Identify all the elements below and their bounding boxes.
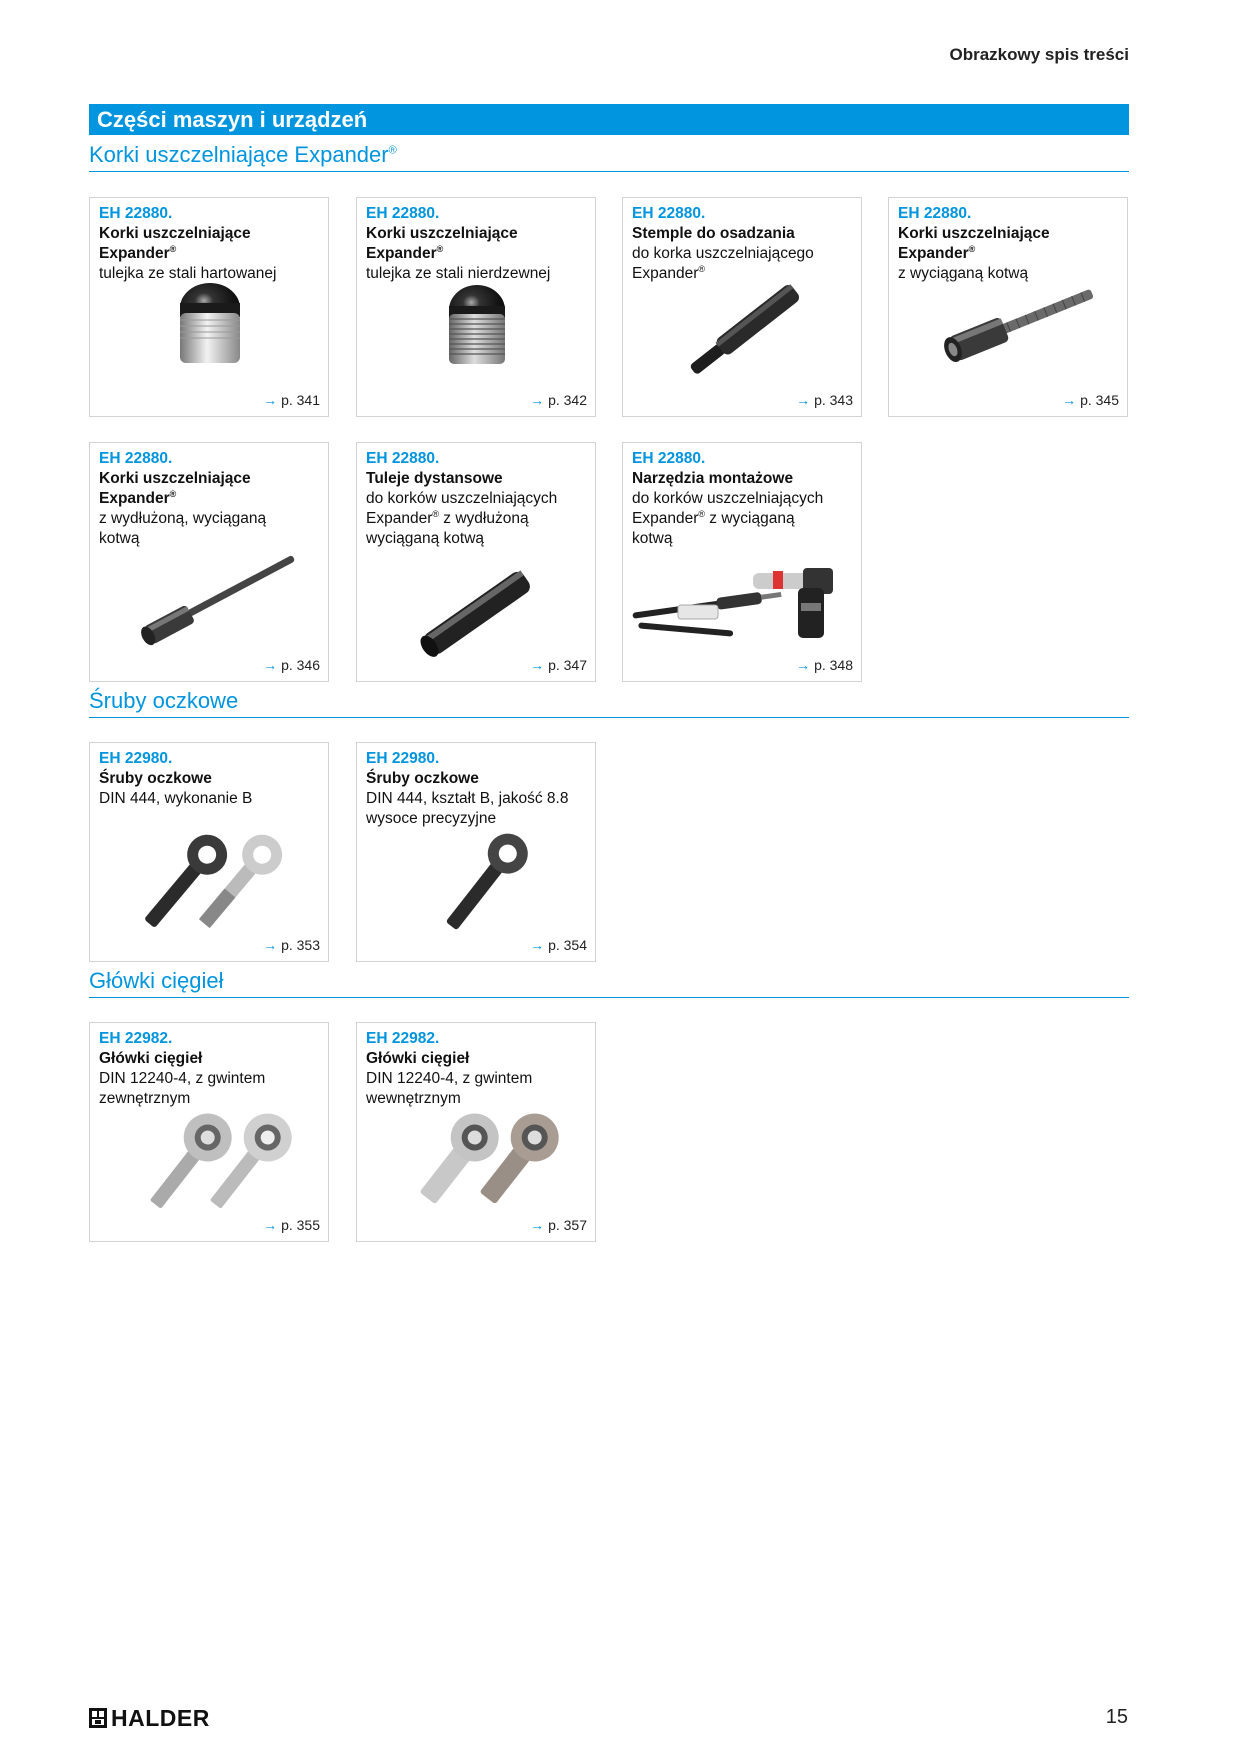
product-description: z wydłużoną, wyciąganą <box>99 510 267 527</box>
arrow-right-icon: → <box>263 392 278 408</box>
product-code: EH 22880. <box>632 450 706 467</box>
page-reference-link[interactable] <box>530 937 587 953</box>
product-name: Korki uszczelniające <box>99 225 251 242</box>
page-reference-link[interactable] <box>796 392 853 408</box>
page-reference-link[interactable] <box>263 1217 320 1233</box>
halder-logo-icon <box>89 1708 107 1728</box>
product-name: Główki cięgieł <box>99 1050 203 1067</box>
product-name: Narzędzia montażowe <box>632 470 794 487</box>
product-card-expander-hardened[interactable] <box>89 197 329 417</box>
page-number: 15 <box>1105 1706 1128 1728</box>
product-description-line2: wysoce precyzyjne <box>366 810 497 827</box>
section-title-text: Korki uszczelniające Expander <box>89 142 389 167</box>
page-reference-link[interactable] <box>530 657 587 673</box>
page-reference-link[interactable] <box>530 1217 587 1233</box>
product-description: tulejka ze stali nierdzewnej <box>366 265 551 282</box>
section-title-rod-ends <box>89 968 1129 998</box>
registered-mark: ® <box>698 508 705 519</box>
product-name-line2: Expander <box>99 490 170 507</box>
page-reference-text: p. 342 <box>548 392 587 408</box>
registered-mark: ® <box>432 508 439 519</box>
arrow-right-icon: → <box>530 392 545 408</box>
page-reference-text: p. 346 <box>281 657 320 673</box>
product-card-expander-stainless[interactable] <box>356 197 596 417</box>
product-description: DIN 12240-4, z gwintem <box>99 1070 266 1087</box>
registered-mark: ® <box>968 243 976 254</box>
product-name: Korki uszczelniające <box>898 225 1050 242</box>
page-reference-link[interactable] <box>263 657 320 673</box>
product-card-rod-end-female[interactable] <box>356 1022 596 1242</box>
product-description-line2: zewnętrznym <box>99 1090 191 1107</box>
page-reference-text: p. 343 <box>814 392 853 408</box>
product-name: Główki cięgieł <box>366 1050 470 1067</box>
arrow-right-icon: → <box>796 657 811 673</box>
page-reference-text: p. 353 <box>281 937 320 953</box>
arrow-right-icon: → <box>530 937 545 953</box>
product-code: EH 22982. <box>99 1030 173 1047</box>
product-card-spacer-sleeve[interactable] <box>356 442 596 682</box>
product-card-expander-anchor[interactable] <box>888 197 1128 417</box>
registered-mark: ® <box>698 263 705 274</box>
product-card-assembly-tool[interactable] <box>622 442 862 682</box>
page-reference-text: p. 355 <box>281 1217 320 1233</box>
product-description-line3: kotwą <box>632 530 673 547</box>
page-reference-text: p. 348 <box>814 657 853 673</box>
product-code: EH 22880. <box>366 450 440 467</box>
logo-text: HALDER <box>111 1704 210 1731</box>
page-header-title: Obrazkowy spis treści <box>949 45 1129 64</box>
section-title-text: Główki cięgieł <box>89 968 224 993</box>
page-reference-text: p. 357 <box>548 1217 587 1233</box>
page-reference-text: p. 347 <box>548 657 587 673</box>
product-description: DIN 444, kształt B, jakość 8.8 <box>366 790 569 807</box>
product-name-line2: Expander <box>898 245 969 262</box>
page-reference-link[interactable] <box>1062 392 1119 408</box>
product-description-line2: Expander <box>632 265 699 282</box>
product-code: EH 22880. <box>99 205 173 222</box>
product-code: EH 22982. <box>366 1030 440 1047</box>
arrow-right-icon: → <box>796 392 811 408</box>
product-name: Śruby oczkowe <box>366 770 479 787</box>
product-description-line2: Expander <box>632 510 699 527</box>
product-code: EH 22980. <box>99 750 173 767</box>
chapter-banner: Części maszyn i urządzeń <box>89 104 1129 135</box>
product-description: z wyciąganą kotwą <box>898 265 1029 282</box>
product-code: EH 22880. <box>99 450 173 467</box>
arrow-right-icon: → <box>1062 392 1077 408</box>
product-card-setting-punch[interactable] <box>622 197 862 417</box>
product-name: Tuleje dystansowe <box>366 470 503 487</box>
registered-mark: ® <box>388 144 397 157</box>
registered-mark: ® <box>169 488 177 499</box>
product-card-rod-end-male[interactable] <box>89 1022 329 1242</box>
arrow-right-icon: → <box>263 937 278 953</box>
registered-mark: ® <box>169 243 177 254</box>
page-reference-link[interactable] <box>796 657 853 673</box>
arrow-right-icon: → <box>530 657 545 673</box>
product-description: do korków uszczelniających <box>632 490 824 507</box>
product-description: do korka uszczelniającego <box>632 245 814 262</box>
page-reference-link[interactable] <box>530 392 587 408</box>
page-reference-text: p. 341 <box>281 392 320 408</box>
product-name-line2: Expander <box>99 245 170 262</box>
product-description: DIN 12240-4, z gwintem <box>366 1070 533 1087</box>
arrow-right-icon: → <box>530 1217 545 1233</box>
product-card-expander-long-anchor[interactable] <box>89 442 329 682</box>
product-description-line2-rest: z wyciąganą <box>705 510 795 527</box>
product-code: EH 22980. <box>366 750 440 767</box>
product-name: Śruby oczkowe <box>99 770 212 787</box>
section-title-expander <box>89 142 1129 172</box>
product-name: Stemple do osadzania <box>632 225 795 242</box>
section-title-text: Śruby oczkowe <box>89 688 239 713</box>
product-name-line2: Expander <box>366 245 437 262</box>
page-reference-link[interactable] <box>263 937 320 953</box>
halder-logo <box>89 1706 210 1730</box>
product-description: do korków uszczelniających <box>366 490 558 507</box>
product-name: Korki uszczelniające <box>366 225 518 242</box>
product-description-line2: wewnętrznym <box>366 1090 461 1107</box>
product-description-line3: wyciąganą kotwą <box>366 530 485 547</box>
product-name: Korki uszczelniające <box>99 470 251 487</box>
product-description: tulejka ze stali hartowanej <box>99 265 277 282</box>
product-description: DIN 444, wykonanie B <box>99 790 253 807</box>
product-code: EH 22880. <box>898 205 972 222</box>
product-description-line2: kotwą <box>99 530 140 547</box>
product-code: EH 22880. <box>366 205 440 222</box>
product-description-line2: Expander <box>366 510 433 527</box>
product-code: EH 22880. <box>632 205 706 222</box>
arrow-right-icon: → <box>263 657 278 673</box>
product-card-eye-bolts[interactable] <box>89 742 329 962</box>
product-description-line2-rest: z wydłużoną <box>439 510 529 527</box>
page-reference-text: p. 345 <box>1080 392 1119 408</box>
page-reference-text: p. 354 <box>548 937 587 953</box>
page-reference-link[interactable] <box>263 392 320 408</box>
section-title-eye-bolts <box>89 688 1129 718</box>
arrow-right-icon: → <box>263 1217 278 1233</box>
registered-mark: ® <box>436 243 444 254</box>
product-card-eye-bolt-precision[interactable] <box>356 742 596 962</box>
